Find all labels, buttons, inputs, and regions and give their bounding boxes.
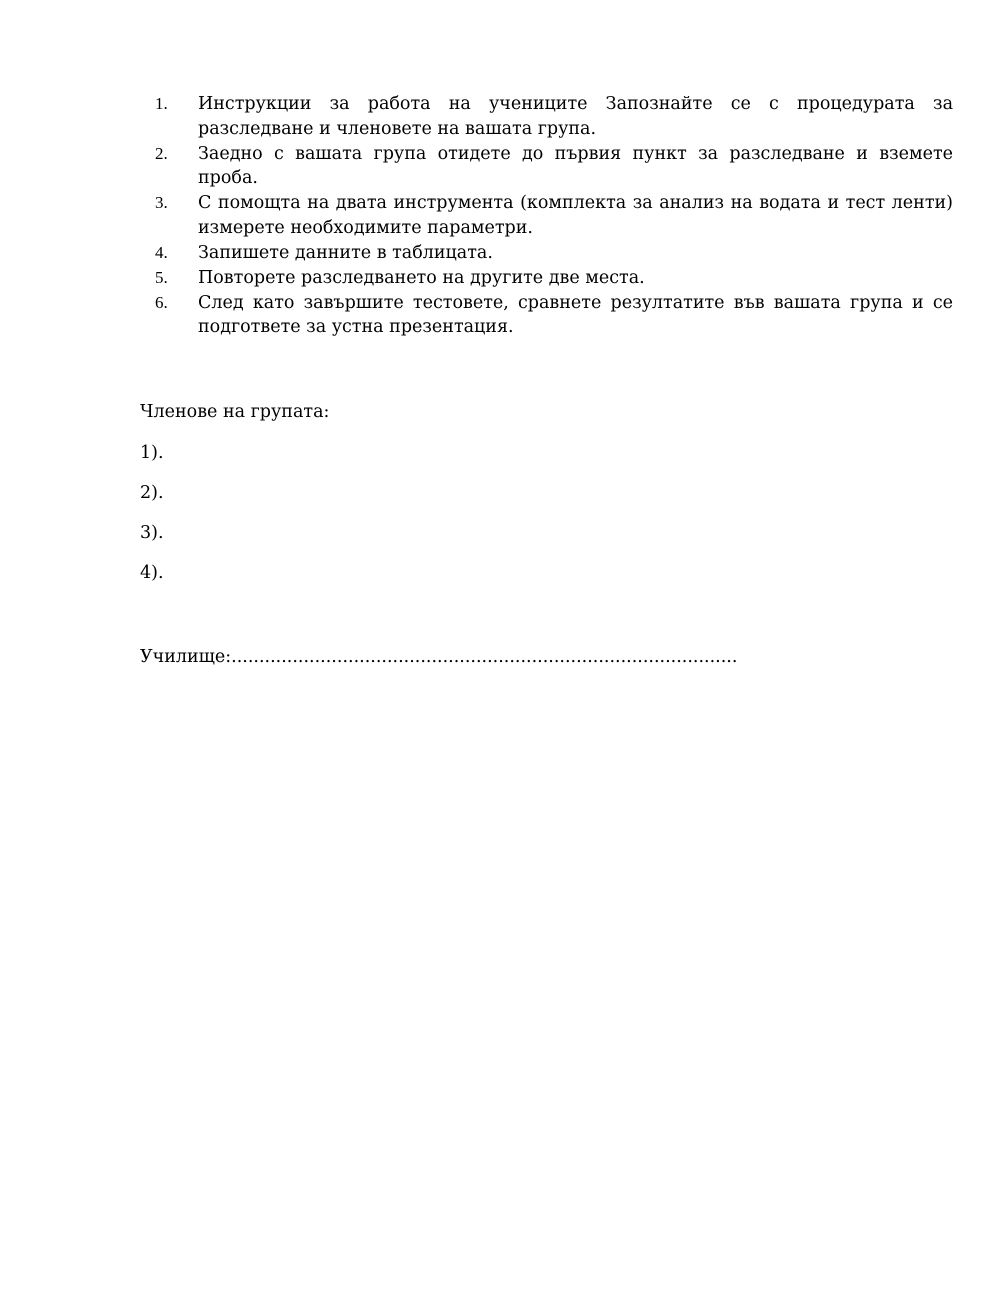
group-members-heading: Членове на групата: <box>140 402 330 422</box>
instruction-number: 4. <box>155 242 168 262</box>
instruction-text: Инструкции за работа на учениците Запознайте се с процедурата за разследване и членовете на вашата група. <box>198 94 953 139</box>
school-field: Училище:........................................................................................... <box>140 647 738 667</box>
instructions-list <box>140 92 953 340</box>
instruction-number: 6. <box>155 292 168 312</box>
instruction-text: Повторете разследването на другите две места. <box>198 267 645 288</box>
instruction-number: 1. <box>155 94 168 113</box>
instruction-number: 5. <box>155 267 168 287</box>
member-line-1: 1). <box>140 443 164 463</box>
instruction-number: 2. <box>155 143 168 163</box>
instruction-item <box>140 142 953 191</box>
member-line-3: 3). <box>140 523 164 543</box>
instruction-item <box>140 191 953 240</box>
instruction-text: Заедно с вашата група отидете до първия пункт за разследване и вземете проба. <box>198 143 953 188</box>
instruction-number: 3. <box>155 193 168 212</box>
instruction-item <box>140 241 953 266</box>
instruction-item <box>140 92 953 141</box>
instruction-item <box>140 266 953 291</box>
instruction-item <box>140 291 953 340</box>
instruction-text: Запишете данните в таблицата. <box>198 242 493 263</box>
instruction-text: След като завършите тестовете, сравнете резултатите във вашата група и се подгответе за устна презентация. <box>198 292 953 337</box>
instruction-text: С помощта на двата инструмента (комплекта за анализ на водата и тест ленти) измерете необходимите параметри. <box>198 193 953 238</box>
member-line-4: 4). <box>140 563 164 583</box>
member-line-2: 2). <box>140 483 164 503</box>
